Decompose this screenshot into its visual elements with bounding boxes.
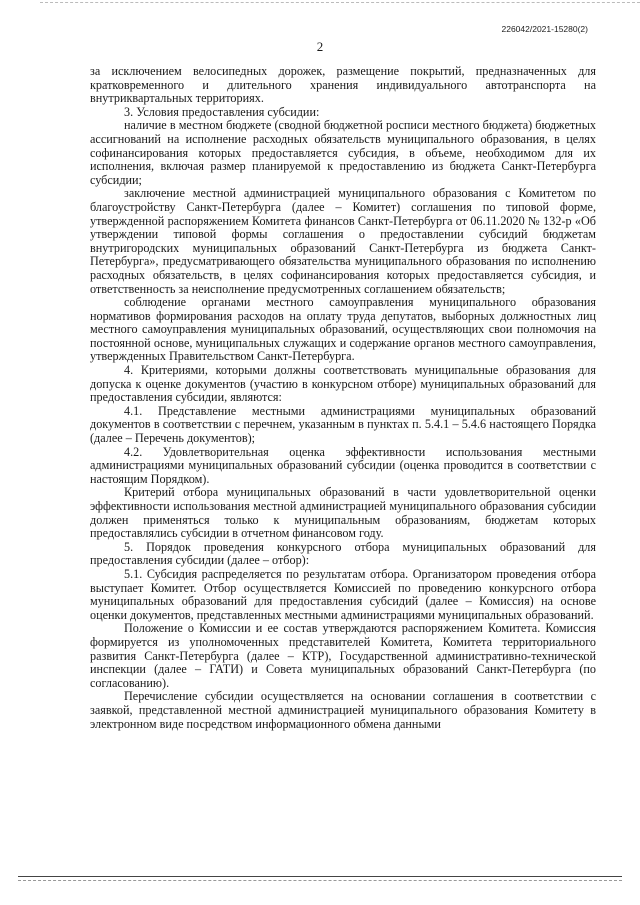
- paragraph: Перечисление субсидии осуществляется на основании соглашения в соответствии с заявкой, представленной местной администрацией муниципального образования Комитету в электронном виде посредством информационного обмена данными: [90, 689, 596, 731]
- paragraph: за исключением велосипедных дорожек, размещение покрытий, предназначенных для кратковременного и длительного хранения индивидуального автотранспорта на внутриквартальных территориях.: [90, 64, 596, 106]
- document-id: 226042/2021-15280(2): [501, 24, 588, 34]
- paragraph: наличие в местном бюджете (сводной бюджетной росписи местного бюджета) бюджетных ассигнований на исполнение расходных обязательств муниципального образования, в целях софинансирования которых предоставляется субсидия, в объеме, необходимом для их исполнения, включая размер планируемой к предоставлению из бюджета Санкт-Петербурга субсидии;: [90, 118, 596, 187]
- paragraph: заключение местной администрацией муниципального образования с Комитетом по благоустройству Санкт-Петербурга (далее – Комитет) соглашения по типовой форме, утвержденной распоряжением Комитета финансов Санкт-Петербурга от 06.11.2020 № 132-р «Об утверждении типовой формы соглашения о предоставлении субсидий бюджетам внутригородских муниципальных образований Санкт-Петербурга из бюджета Санкт-Петербурга», предусматривающего обязательства муниципального образования по исполнению расходных обязательств, в целях софинансирования которых предоставляется субсидия, и ответственность за неисполнение предусмотренных соглашением обязательств;: [90, 186, 596, 296]
- paragraph: 4.1. Представление местными администрациями муниципальных образований документов в соответствии с перечнем, указанным в пунктах п. 5.4.1 – 5.4.6 настоящего Порядка (далее – Перечень документов);: [90, 403, 596, 446]
- paragraph: 5. Порядок проведения конкурсного отбора муниципальных образований для предоставления субсидии (далее – отбор):: [90, 539, 596, 568]
- scan-edge-bottom: [18, 876, 622, 878]
- scan-edge-bottom-dashed: [18, 880, 622, 882]
- paragraph: 5.1. Субсидия распределяется по результатам отбора. Организатором проведения отбора выступает Комитет. Отбор осуществляется Комиссией по проведению конкурсного отбора муниципальных образований для предоставления субсидий (далее – Комиссия) на основе оценки документов, представленных местными администрациями муниципальных образований.: [90, 566, 596, 622]
- page-number: 2: [316, 39, 324, 54]
- paragraph: 4. Критериями, которыми должны соответствовать муниципальные образования для допуска к оценке документов (участию в конкурсном отборе) муниципальных образований для предоставления субсидии, являются:: [90, 363, 596, 405]
- scan-edge-top: [40, 2, 640, 4]
- paragraph: Критерий отбора муниципальных образований в части удовлетворительной оценки эффективности использования местной администрацией муниципального образования субсидии должен применяться только к муниципальным образованиям, бюджетам которых предоставлялись субсидии в отчетном финансовом году.: [90, 485, 596, 541]
- paragraph: 4.2. Удовлетворительная оценка эффективности использования местными администрациями муниципальных образований субсидии (оценка проводится в соответствии с настоящим Порядком).: [90, 444, 596, 486]
- paragraph: 3. Условия предоставления субсидии:: [124, 104, 320, 119]
- paragraph: Положение о Комиссии и ее состав утверждаются распоряжением Комитета. Комиссия формируется из уполномоченных представителей Комитета, Комитета территориального развития Санкт-Петербурга (далее – КТР), Государственной административно-технической инспекции (далее – ГАТИ) и Совета муниципальных образований Санкт-Петербурга (по согласованию).: [90, 621, 596, 690]
- paragraph: соблюдение органами местного самоуправления муниципального образования нормативов формирования расходов на оплату труда депутатов, выборных должностных лиц местного самоуправления муниципальных образований, осуществляющих свои полномочия на постоянной основе, муниципальных служащих и содержание органов местного самоуправления, утвержденных Правительством Санкт-Петербурга.: [90, 295, 596, 364]
- document-body: [90, 65, 596, 731]
